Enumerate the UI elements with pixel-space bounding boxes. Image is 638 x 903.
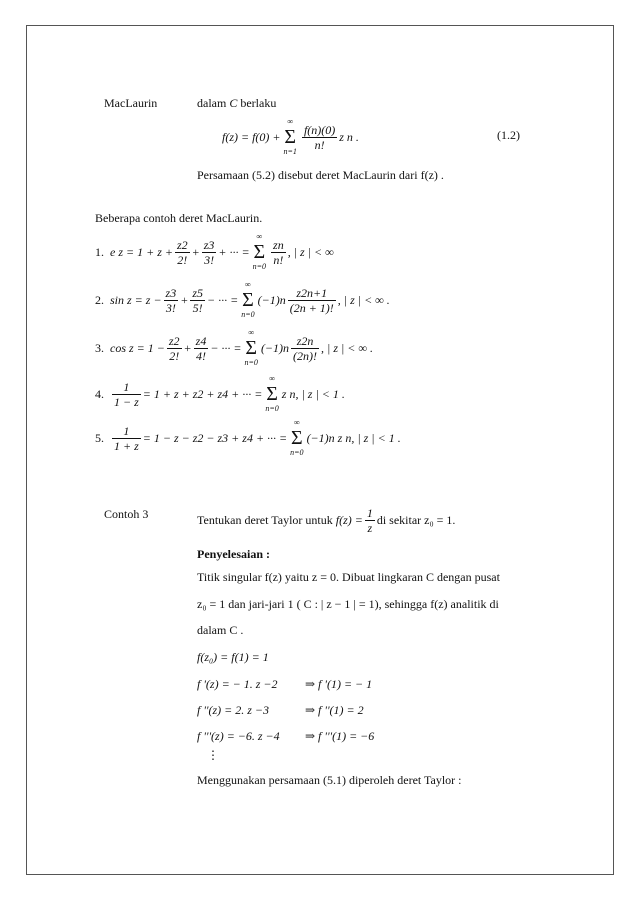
example-5: 5. $\frac{1}{1 + z}$ = 1 − z − z2 − z3 + z4 + ··· = ∞ Σ n=0 (−1)n z n , | z | < 1 . xyxy=(95,418,401,457)
contoh-task: Tentukan deret Taylor untuk f(z) = $\frac{1}{z}$ di sekitar z₀ = 1. xyxy=(197,505,456,535)
derivative-1: f '(z) = − 1. z −2 xyxy=(197,677,278,691)
continuation-dots: ⋮ xyxy=(207,748,219,762)
contoh-label: Contoh 3 xyxy=(104,507,149,521)
derivative-1-value: ⇒ f '(1) = − 1 xyxy=(305,677,373,691)
persamaan-text: Persamaan (5.2) disebut deret MacLaurin dari f(z) . xyxy=(197,168,444,182)
example-2: 2. sin z = z − $\frac{z3}{3!}$ + $\frac{z5}{5!}$ − ··· = ∞ Σ n=0 (−1)n $\frac{z2n+1}{(2n + 1)!}$ , | z | < ∞ . xyxy=(95,280,390,319)
penyelesaian-heading: Penyelesaian : xyxy=(197,547,270,561)
intro-text: dalam C berlaku xyxy=(197,96,277,110)
closing-text: Menggunakan persamaan (5.1) diperoleh deret Taylor : xyxy=(197,773,462,787)
example-4: 4. $\frac{1}{1 - z}$ = 1 + z + z2 + z4 + ··· = ∞ Σ n=0 z n , | z | < 1 . xyxy=(95,374,345,413)
solution-line-3: dalam C . xyxy=(197,623,244,637)
derivative-2-value: ⇒ f ''(1) = 2 xyxy=(305,703,364,717)
solution-line-1: Titik singular f(z) yaitu z = 0. Dibuat lingkaran C dengan pusat xyxy=(197,570,500,584)
maclaurin-label: MacLaurin xyxy=(104,96,158,110)
derivative-3: f '''(z) = −6. z −4 xyxy=(197,729,280,743)
sum-symbol: ∞ Σ n=1 xyxy=(283,117,297,156)
examples-heading: Beberapa contoh deret MacLaurin. xyxy=(95,211,263,225)
maclaurin-formula: f(z) = f(0) + ∞ Σ n=1 $\frac{f(n)(0)}{n!}$ z n . xyxy=(222,117,359,156)
example-1: 1. e z = 1 + z + $\frac{z2}{2!}$ + $\frac{z3}{3!}$ + ··· = ∞ Σ n=0 $\frac{zn}{n!}$ , | z | < ∞ xyxy=(95,232,334,271)
derivative-0: f(z₀) = f(1) = 1 xyxy=(197,650,269,664)
derivative-3-value: ⇒ f '''(1) = −6 xyxy=(305,729,375,743)
equation-number: (1.2) xyxy=(497,128,520,142)
derivative-2: f ''(z) = 2. z −3 xyxy=(197,703,269,717)
example-3: 3. cos z = 1 − $\frac{z2}{2!}$ + $\frac{z4}{4!}$ − ··· = ∞ Σ n=0 (−1)n $\frac{z2n}{(2n)!}$ , | z | < ∞ . xyxy=(95,328,373,367)
solution-line-2: z₀ = 1 dan jari-jari 1 ( C : | z − 1 | = 1), sehingga f(z) analitik di xyxy=(197,597,499,611)
